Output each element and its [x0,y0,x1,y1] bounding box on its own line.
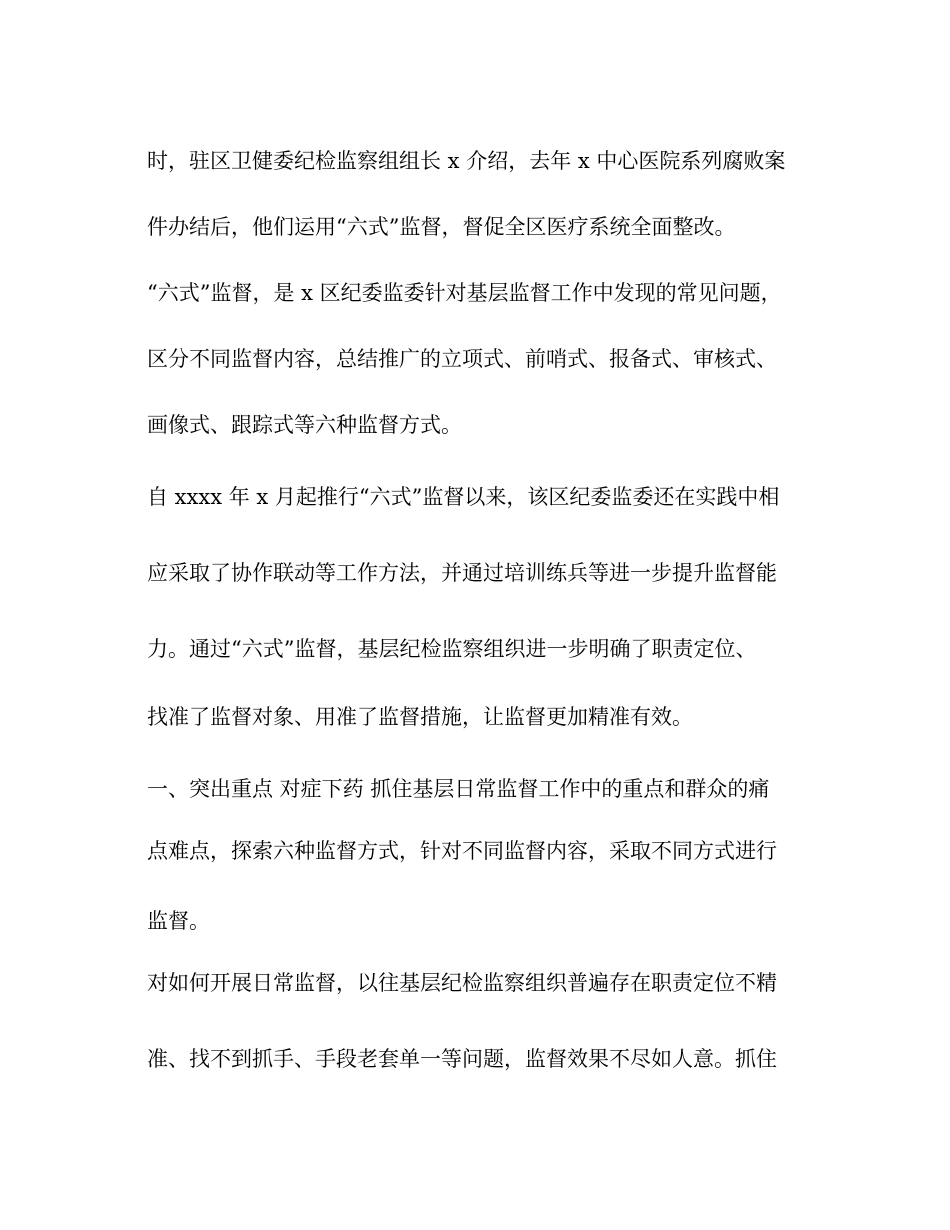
text-line: 件办结后，他们运用“六式”监督，督促全区医疗系统全面整改。 [147,215,736,239]
text-line: 对如何开展日常监督，以往基层纪检监察组织普遍存在职责定位不精 [147,971,777,995]
text-line: 点难点，探索六种监督方式，针对不同监督内容，采取不同方式进行 [147,839,777,863]
text-line: 力。通过“六式”监督，基层纪检监察组织进一步明确了职责定位、 [147,637,757,661]
text-line: 准、找不到抓手、手段老套单一等问题，监督效果不尽如人意。抓住 [147,1047,777,1071]
text-line: 找准了监督对象、用准了监督措施，让监督更加精准有效。 [147,705,693,729]
text-line: 自 xxxx 年 x 月起推行“六式”监督以来，该区纪委监委还在实践中相 [147,485,780,509]
text-line: 时，驻区卫健委纪检监察组组长 x 介绍，去年 x 中心医院系列腐败案 [147,149,786,173]
text-line: 区分不同监督内容，总结推广的立项式、前哨式、报备式、审核式、 [147,347,777,371]
text-line: 画像式、跟踪式等六种监督方式。 [147,413,462,437]
text-line: 监督。 [147,909,210,933]
text-line: 应采取了协作联动等工作方法，并通过培训练兵等进一步提升监督能 [147,561,777,585]
text-line: “六式”监督，是 x 区纪委监委针对基层监督工作中发现的常见问题， [147,281,782,305]
text-line: 一、突出重点 对症下药 抓住基层日常监督工作中的重点和群众的痛 [147,777,770,801]
